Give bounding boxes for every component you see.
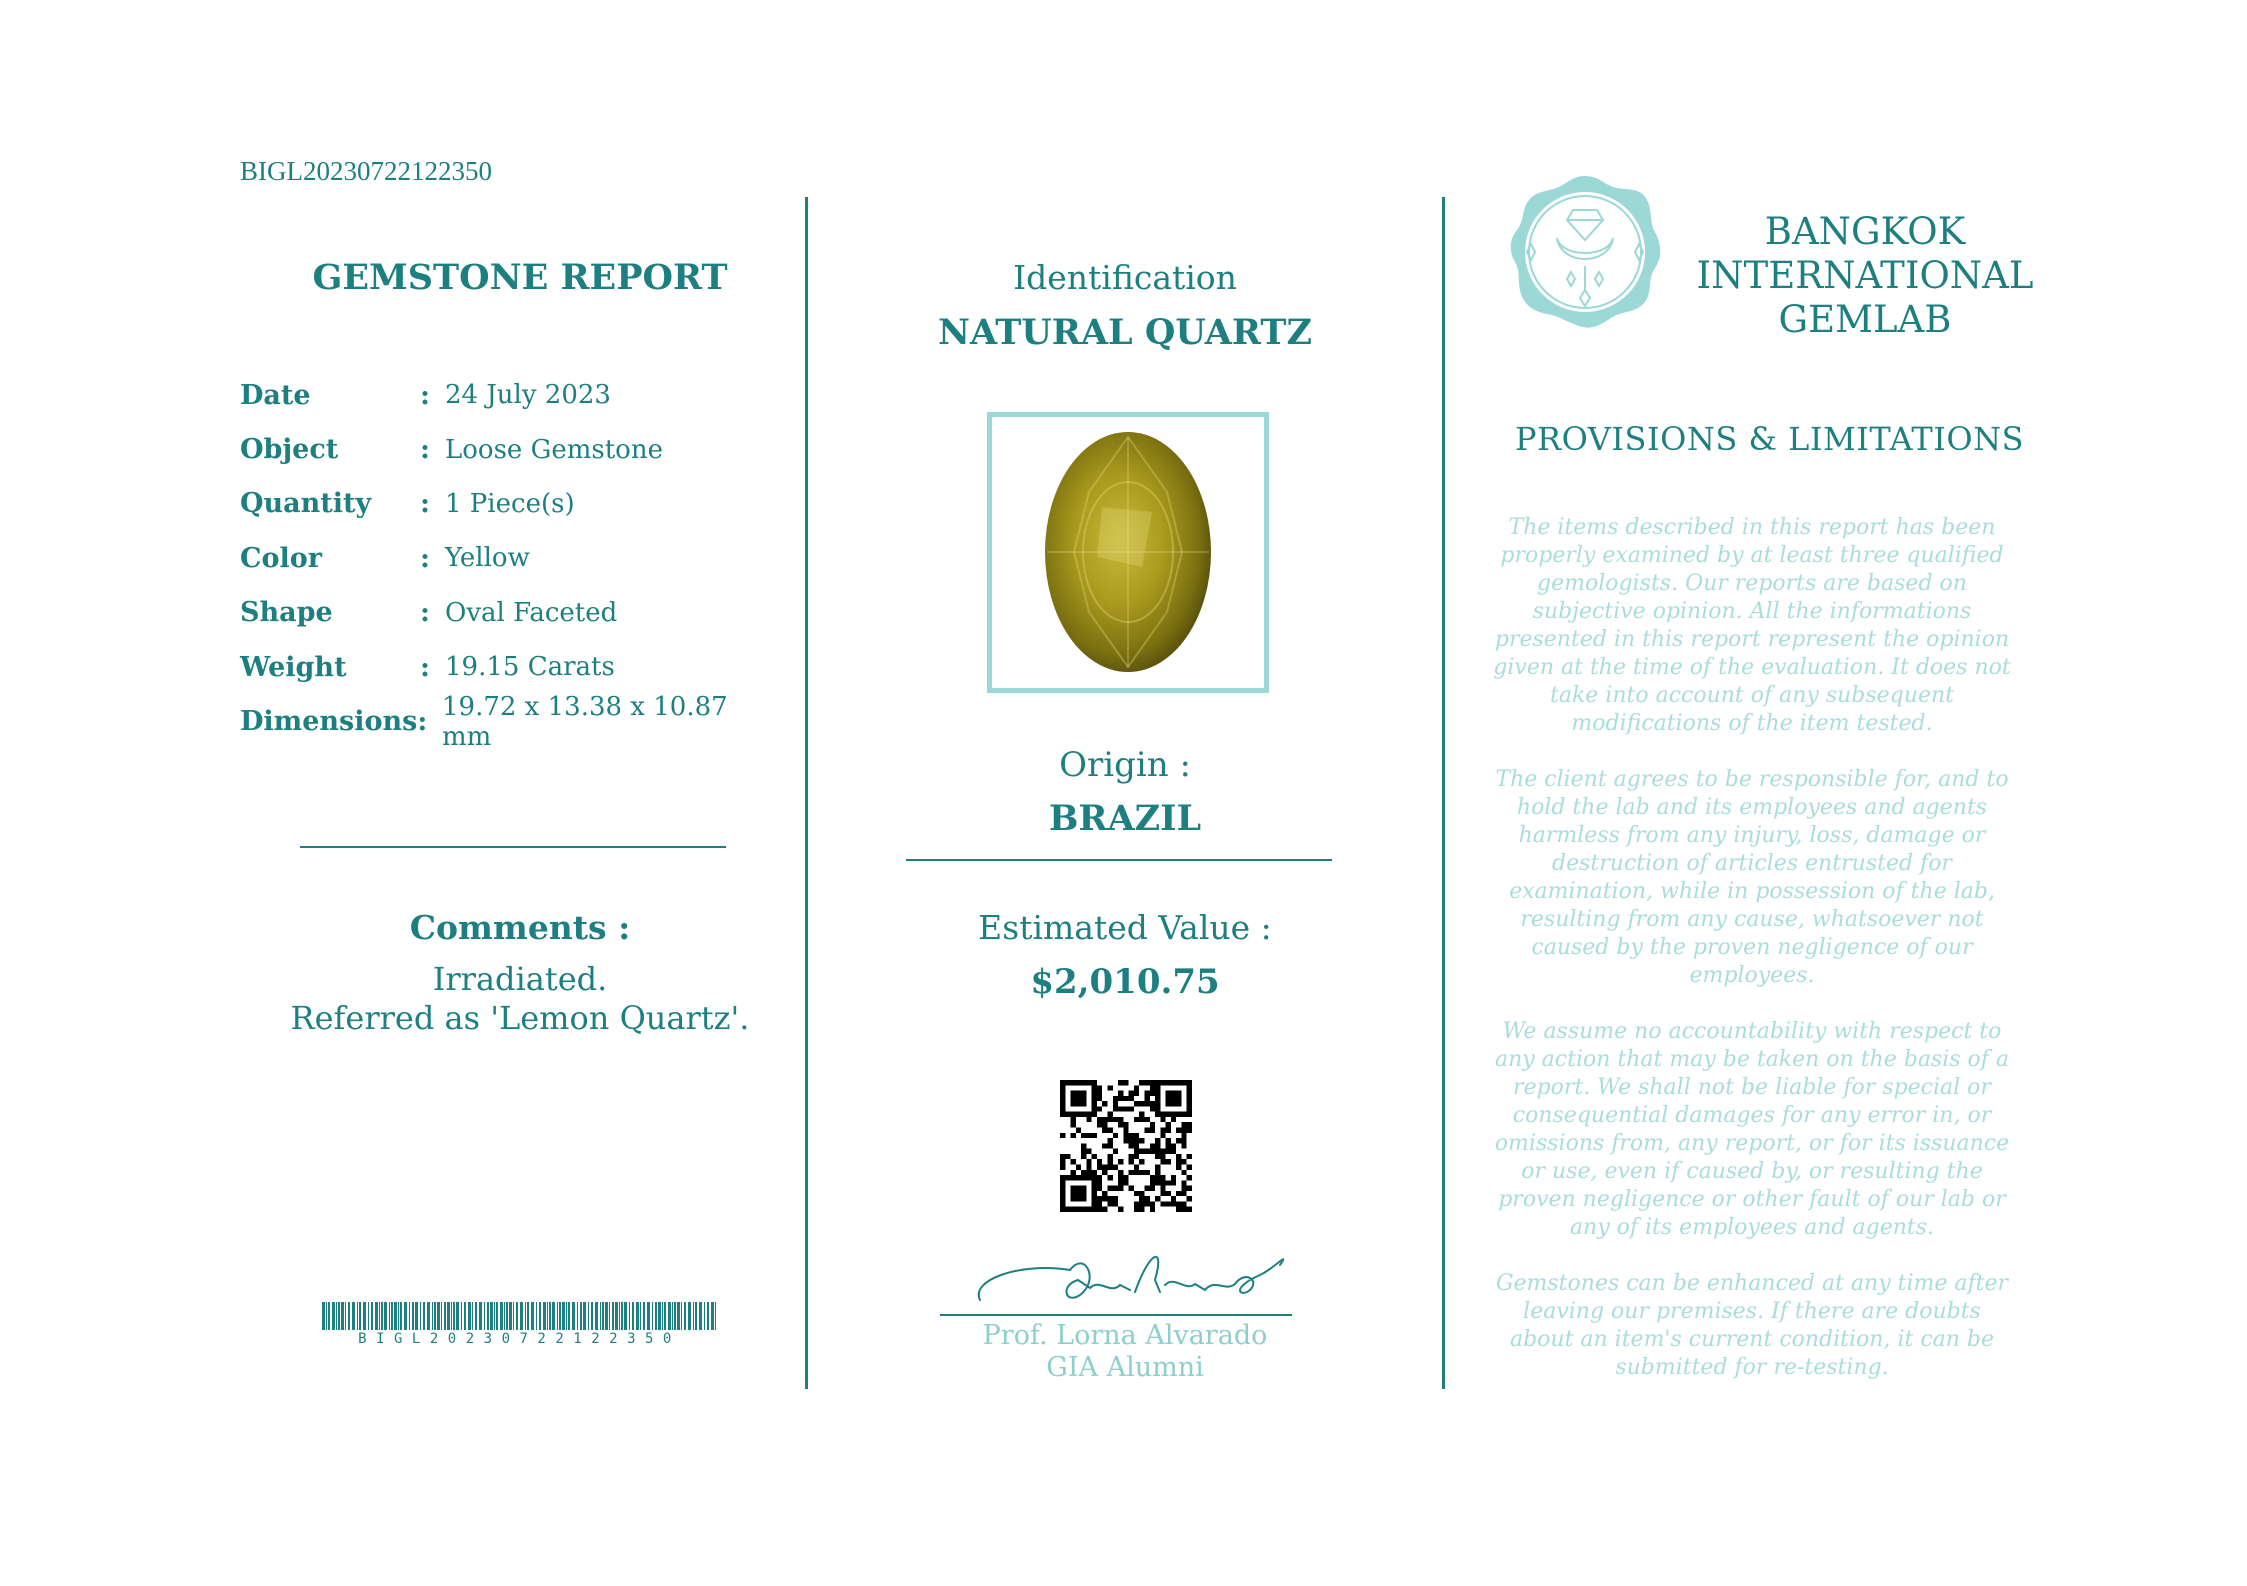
column-divider-left <box>805 197 808 1389</box>
detail-row-color <box>240 531 780 585</box>
origin-value: BRAZIL <box>1048 798 1202 839</box>
gemstone-photo <box>987 412 1269 693</box>
estimated-value: $2,010.75 <box>1030 962 1220 1002</box>
detail-value: 24 July 2023 <box>445 380 611 411</box>
column-divider-right <box>1442 197 1445 1389</box>
report-number: BIGL20230722122350 <box>240 156 492 186</box>
provisions-paragraph: The client agrees to be responsible for, and to hold the lab and its employees and agents harmless from any injury, loss, damage or destruction of articles entrusted for examination, while in possession of the lab, resulting from any cause, whatsoever not caused by the proven negligence of our employees. <box>1495 767 2009 988</box>
detail-value: Yellow <box>445 543 530 574</box>
provisions-body <box>1492 514 2012 1410</box>
detail-colon: : <box>420 597 430 629</box>
qr-code-icon <box>1060 1080 1192 1212</box>
lab-name-line: INTERNATIONAL <box>1696 254 2034 297</box>
report-title: GEMSTONE REPORT <box>312 257 728 298</box>
lab-name <box>1690 210 2040 342</box>
comments-title: Comments : <box>409 908 631 947</box>
origin-label: Origin : <box>1059 745 1191 785</box>
signature-line <box>940 1314 1292 1316</box>
lab-name-line: BANGKOK <box>1764 210 1966 253</box>
comments-text <box>240 960 800 1038</box>
detail-row-quantity <box>240 477 780 531</box>
estimated-value-label: Estimated Value : <box>978 908 1272 947</box>
detail-value: 19.15 Carats <box>445 652 615 683</box>
detail-row-shape <box>240 586 780 640</box>
identification-label: Identification <box>1013 258 1237 297</box>
detail-colon: : <box>420 651 430 683</box>
detail-label: Shape <box>240 597 333 629</box>
detail-row-weight <box>240 640 780 694</box>
divider-middle <box>906 859 1332 861</box>
detail-value: 1 Piece(s) <box>445 488 575 519</box>
detail-row-dimensions <box>240 691 780 752</box>
provisions-paragraph: We assume no accountability with respect to any action that may be taken on the basis of a report. We shall not be liable for special or consequential damages for any error in, or omissions from, any report, or for its issuance or use, even if caused by, or resulting the proven negligence or other fault of our lab or any of its employees and agents. <box>1494 1019 2010 1240</box>
details-list <box>240 368 780 752</box>
divider-left <box>300 846 726 848</box>
detail-label: Quantity <box>240 488 372 520</box>
comment-line: Irradiated. <box>432 960 608 998</box>
detail-row-date <box>240 368 780 422</box>
gemstone-image <box>992 417 1264 688</box>
signer-name: Prof. Lorna Alvarado <box>982 1320 1268 1351</box>
signer-title: GIA Alumni <box>1046 1352 1204 1383</box>
detail-label: Date <box>240 379 311 411</box>
comment-line: Referred as 'Lemon Quartz'. <box>290 999 750 1037</box>
detail-colon: : <box>420 488 430 520</box>
detail-label: Color <box>240 542 322 574</box>
detail-value: 19.72 x 13.38 x 10.87 mm <box>441 691 728 752</box>
detail-value: Oval Faceted <box>445 597 618 628</box>
detail-label: Weight <box>240 651 347 683</box>
detail-colon: : <box>420 379 430 411</box>
barcode-text: BIGL20230722122350 <box>358 1331 681 1347</box>
detail-label: Object <box>240 434 339 466</box>
provisions-paragraph: Gemstones can be enhanced at any time after leaving our premises. If there are doubts about an item's current condition, it can be submitted for re-testing. <box>1495 1271 2009 1380</box>
detail-label: Dimensions <box>240 706 418 738</box>
lab-seal-logo <box>1505 172 1665 332</box>
identification-value: NATURAL QUARTZ <box>938 312 1312 353</box>
detail-colon: : <box>420 434 430 466</box>
barcode-icon <box>322 1302 717 1330</box>
provisions-title: PROVISIONS & LIMITATIONS <box>1515 420 2024 458</box>
lab-name-line: GEMLAB <box>1778 298 1952 341</box>
detail-colon: : <box>420 542 430 574</box>
provisions-paragraph: The items described in this report has been properly examined by at least three qualified gemologists. Our reports are based on subjective opinion. All the informations presented in this report represent the opinion given at the time of the evaluation. It does not take into account of any subsequent modifications of the item tested. <box>1493 515 2011 736</box>
detail-row-object <box>240 422 780 476</box>
detail-colon: : <box>417 706 428 738</box>
detail-value: Loose Gemstone <box>445 434 663 465</box>
signature-image <box>960 1240 1290 1310</box>
